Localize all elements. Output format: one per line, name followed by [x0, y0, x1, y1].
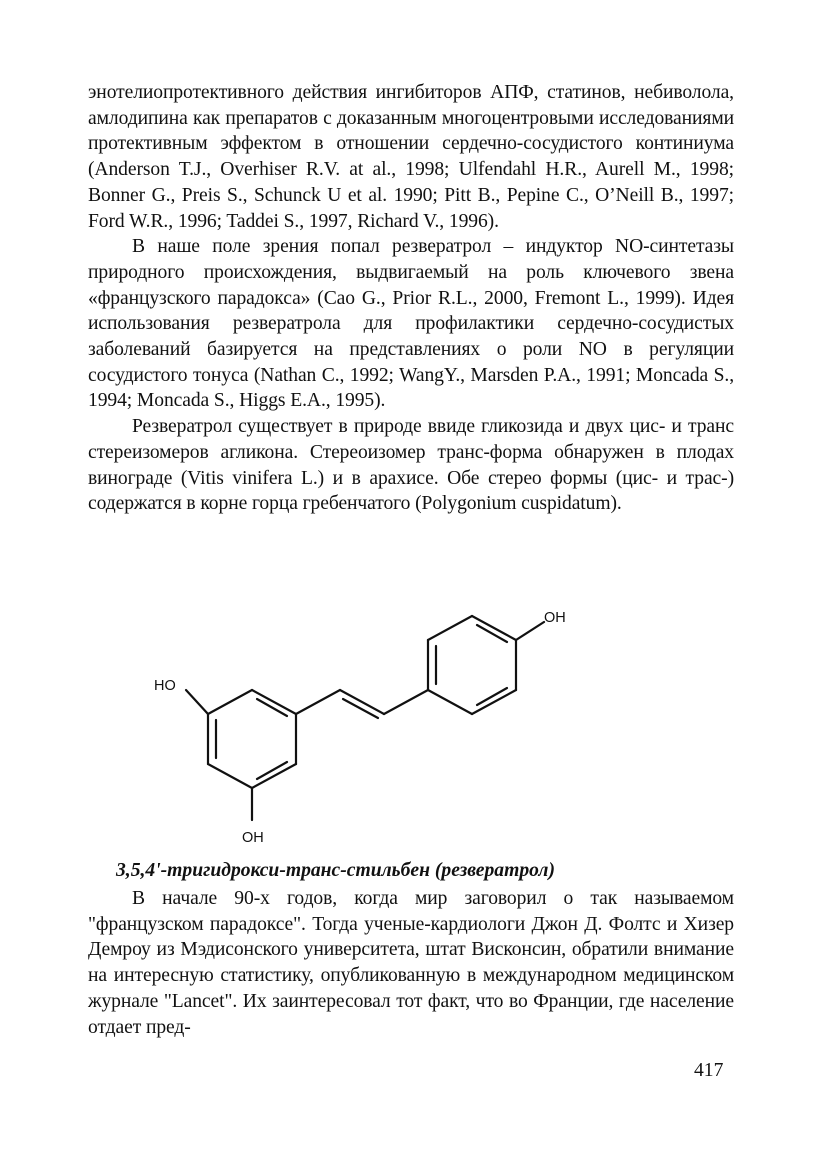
left-ring-bond-2	[252, 690, 296, 714]
oh-para-bond	[516, 622, 544, 640]
resveratrol-structure	[140, 596, 600, 856]
right-ring-bond-3	[472, 616, 516, 640]
left-ring-bond-4	[252, 764, 296, 788]
structure-caption: 3,5,4'-тригидрокси-транс-стильбен (резвератрол)	[116, 860, 556, 881]
paragraph-3: Резвератрол существует в природе ввиде гликозида и двух цис- и транс стереизомеров агликона. Стереоизомер транс-форма обнаружен в плодах винограде (Vitis vinifera L.) и в арахисе. Обе стерео формы (цис- и трас-) содержатся в корне горца гребенчатого (Polygonium cuspidatum).	[88, 416, 734, 515]
left-ring-bond-1	[208, 690, 252, 714]
vinyl-bond-3	[384, 690, 428, 714]
oh-para-label: OH	[544, 610, 566, 626]
paragraph-1: энотелиопротективного действия ингибиторов АПФ, статинов, небиволола, амлодипина как препаратов с доказанным многоцентровыми исследованиями протективным эффектом в отношении сердечно-сосудистого континиума (Anderson T.J., Overhiser R.V. at al., 1998; Ulfendahl H.R., Aurell M., 1998; Bonner G., Preis S., Schunck U et al. 1990; Pitt B., Pepine C., O’Neill B., 1997; Ford W.R., 1996; Taddei S., 1997, Richard V., 1996).	[88, 82, 734, 232]
right-ring-bond-6	[428, 690, 472, 714]
ho-meta-label: HO	[154, 678, 176, 694]
vinyl-bond-1	[296, 690, 340, 714]
body-text-bottom	[88, 886, 734, 1040]
oh-meta-label: OH	[242, 830, 264, 846]
right-ring-bond-2	[428, 616, 472, 640]
paragraph-4: В начале 90-х годов, когда мир заговорил о так называемом "французском парадоксе". Тогда ученые-кардиологи Джон Д. Фолтс и Хизер Демроу из Мэдисонского университета, штат Висконсин, обратили внимание на интересную статистику, опубликованную в международном медицинском журнале "Lancet". Их заинтересовал тот факт, что во Франции, где население отдает пред-	[88, 888, 734, 1038]
page-number: 417	[694, 1060, 724, 1081]
structural-formula-drawing	[140, 596, 600, 856]
left-ring-bond-5	[208, 764, 252, 788]
right-ring-bond-5	[472, 690, 516, 714]
paragraph-2: В наше поле зрения попал резвератрол – индуктор NO-синтетазы природного происхождения, выдвигаемый на роль ключевого звена «французского парадокса» (Cao G., Prior R.L., 2000, Fremont L., 1999). Идея использования резвератрола для профилактики сердечно-сосудистых заболеваний базируется на представлениях о роли NO в регуляции сосудистого тонуса (Nathan C., 1992; WangY., Marsden P.A., 1991; Moncada S., 1994; Moncada S., Higgs E.A., 1995).	[88, 236, 734, 412]
body-text-top	[88, 80, 734, 517]
ho-bond	[186, 690, 208, 714]
